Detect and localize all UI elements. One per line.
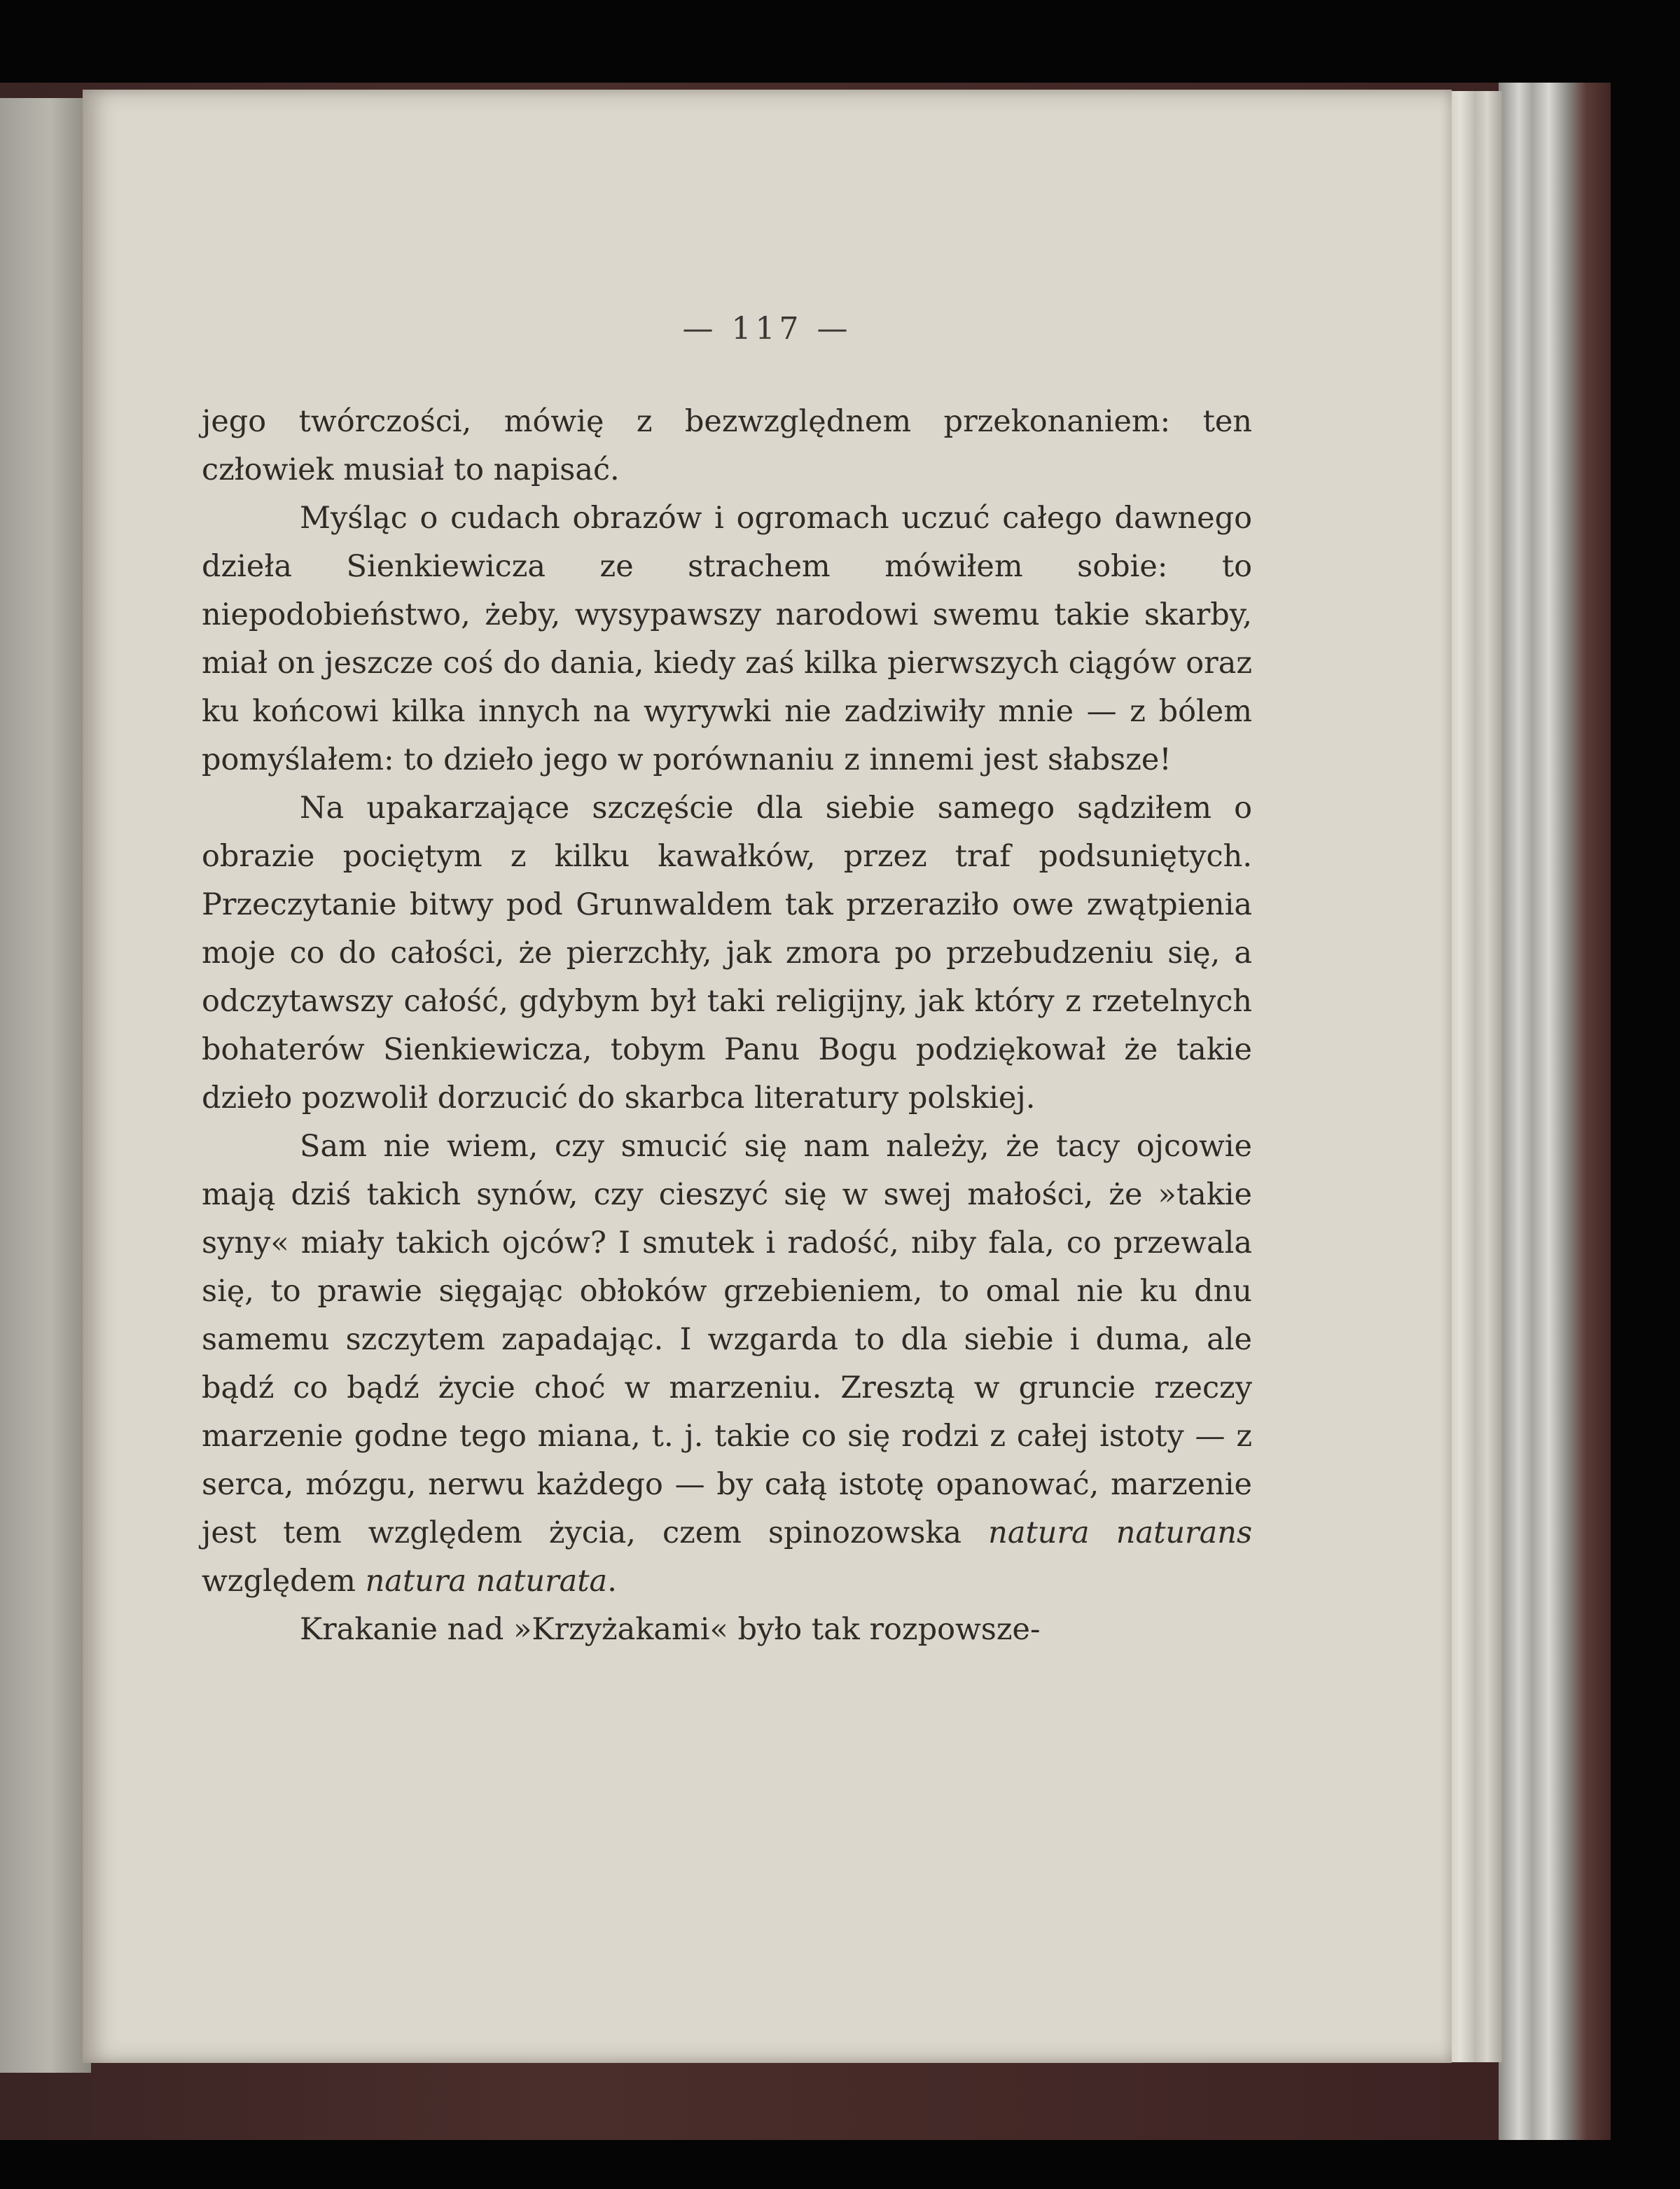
page-number: — 117 — (682, 311, 852, 347)
paragraph-5: Krakanie nad »Krzyżakami« było tak rozpowsze- (300, 1612, 1041, 1647)
paragraph-4-end: . (607, 1564, 617, 1599)
paragraph-4-middle: względem (202, 1564, 366, 1599)
left-page-edge (0, 98, 91, 2073)
paragraph-4-text: Sam nie wiem, czy smucić się nam należy, że tacy ojcowie mają dziś takich synów, czy cieszyć się w swej małości, że »takie syny« miały takich ojców? I smutek i radość, niby fala, co przewala się, to prawie sięgając obłoków grzebieniem, to omal nie ku dnu samemu szczytem zapadając. I wzgarda to dla siebie i duma, ale bądź co bądź życie choć w marzeniu. Zresztą w gruncie rzeczy marzenie godne tego miana, t. j. takie co się rodzi z całej istoty — z serca, mózgu, nerwu każdego — by całą istotę opanować, marzenie jest tem względem życia, czem spinozowska (202, 1129, 1252, 1550)
latin-phrase-natura-naturata: natura naturata (365, 1564, 608, 1599)
latin-phrase-natura-naturans: natura naturans (988, 1515, 1253, 1550)
page-text (202, 398, 1252, 1654)
paragraph-1: jego twórczości, mówię z bezwzględnem przekonaniem: ten człowiek musiał to napisać. (202, 404, 1252, 487)
paragraph-2: Myśląc o cudach obrazów i ogromach uczuć całego dawnego dzieła Sienkiewicza ze strachem mówiłem sobie: to niepodobieństwo, żeby, wysypawszy narodowi swemu takie skarby, miał on jeszcze coś do dania, kiedy zaś kilka pierwszych ciągów oraz ku końcowi kilka innych na wyrywki nie zadziwiły mnie — z bólem pomyślałem: to dzieło jego w porównaniu z innemi jest słabsze! (202, 501, 1252, 777)
paragraph-3: Na upakarzające szczęście dla siebie samego sądziłem o obrazie pociętym z kilku kawałków, przez traf podsuniętych. Przeczytanie bitwy pod Grunwaldem tak przeraziło owe zwątpienia moje co do całości, że pierzchły, jak zmora po przebudzeniu się, a odczytawszy całość, gdybym był taki religijny, jak który z rzetelnych bohaterów Sienkiewicza, tobym Panu Bogu podziękował że takie dzieło pozwolił dorzucić do skarbca literatury polskiej. (202, 791, 1252, 1116)
book-spine-edge (1499, 83, 1611, 2140)
book-page (83, 90, 1452, 2063)
paragraph-4 (202, 1123, 1252, 1606)
